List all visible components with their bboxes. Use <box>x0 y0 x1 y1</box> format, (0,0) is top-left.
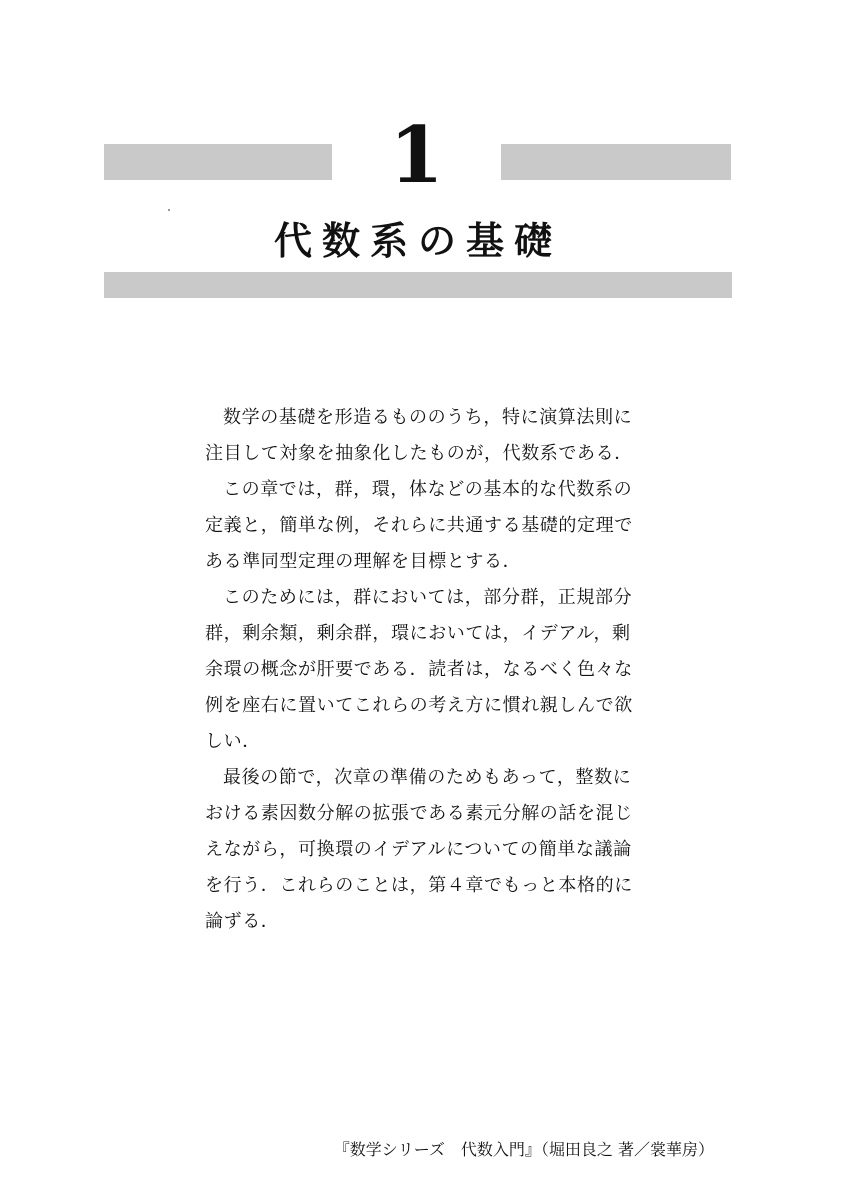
intro-paragraph-4: 最後の節で，次章の準備のためもあって，整数における素因数分解の拡張である素元分解の話を混じえながら，可換環のイデアルについての簡単な議論を行う．これらのことは，第４章でもっと本格的に論ずる． <box>205 767 633 932</box>
intro-paragraph-1: 数学の基礎を形造るもののうち，特に演算法則に注目して対象を抽象化したものが，代数系である． <box>205 407 633 464</box>
header-band-bottom <box>104 272 732 298</box>
chapter-introduction <box>205 400 645 940</box>
header-band-right <box>501 144 731 180</box>
source-citation: 『数学シリーズ 代数入門』（堀田良之 著／裳華房） <box>333 1140 714 1159</box>
print-speck <box>168 209 170 211</box>
intro-paragraph-2: この章では，群，環，体などの基本的な代数系の定義と，簡単な例，それらに共通する基礎的定理である準同型定理の理解を目標とする． <box>205 479 633 572</box>
header-band-left <box>104 144 332 180</box>
intro-paragraph-3: このためには，群においては，部分群，正規部分群，剰余類，剰余群，環においては，イデアル，剰余環の概念が肝要である．読者は，なるべく色々な例を座右に置いてこれらの考え方に慣れ親しんで欲しい． <box>205 587 633 752</box>
chapter-title: 代数系の基礎 <box>273 218 562 263</box>
chapter-number: 1 <box>389 110 444 201</box>
